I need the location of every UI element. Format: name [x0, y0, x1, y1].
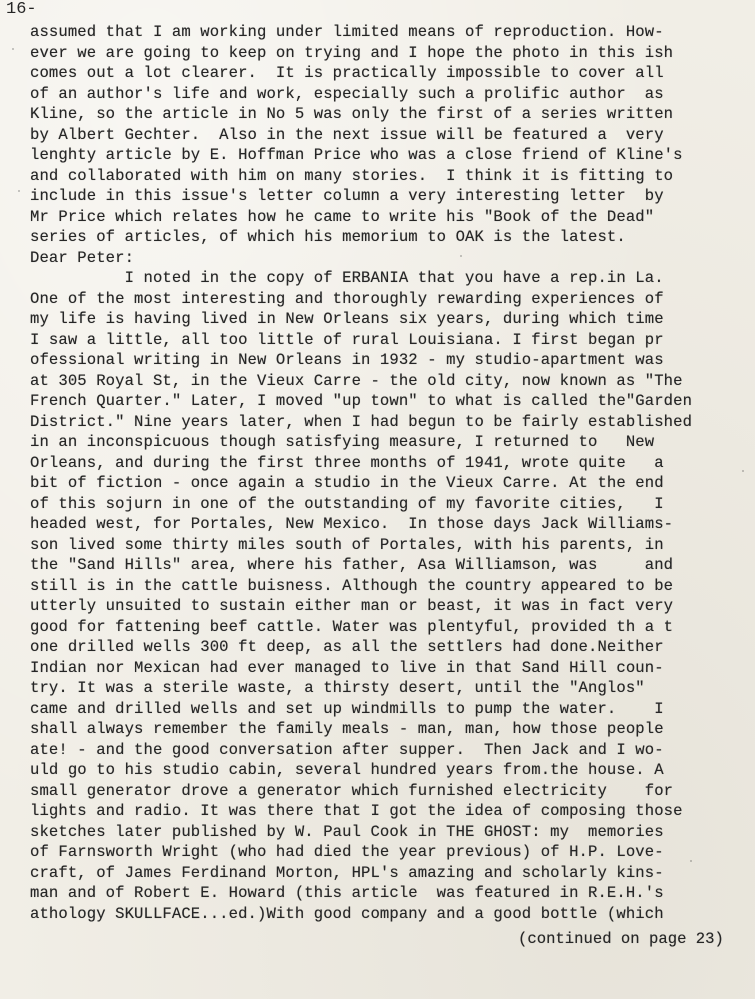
text-line: and collaborated with him on many stories. I think it is fitting to [30, 166, 674, 185]
text-line: Orleans, and during the first three months of 1941, wrote quite a [30, 453, 664, 472]
text-line: comes out a lot clearer. It is practically impossible to cover all [30, 64, 664, 82]
text-line: bit of fiction - once again a studio in the Vieux Carre. At the end [30, 474, 664, 492]
text-line: assumed that I am working under limited means of reproduction. How- [30, 23, 664, 41]
text-line: One of the most interesting and thoroughly rewarding experiences of [30, 289, 664, 308]
text-line: District." Nine years later, when I had begun to be fairly established [30, 412, 693, 431]
text-line: of an author's life and work, especially such a prolific author as [30, 84, 664, 103]
text-line: sketches later published by W. Paul Cook in THE GHOST: my memories [30, 822, 664, 841]
text-line: headed west, for Portales, New Mexico. In those days Jack Williams- [30, 515, 674, 533]
text-line: lenghty article by E. Hoffman Price who was a close friend of Kline's [30, 146, 683, 164]
text-line: ate! - and the good conversation after supper. Then Jack and I wo- [30, 740, 664, 759]
paper-speck [690, 860, 692, 862]
text-line: athology SKULLFACE...ed.)With good company and a good bottle (which [30, 904, 664, 923]
text-line: French Quarter." Later, I moved "up town" to what is called the"Garden [30, 392, 693, 410]
text-line: of Farnsworth Wright (who had died the year previous) of H.P. Love- [30, 843, 664, 861]
text-line: good for fattening beef cattle. Water was plentyful, provided th a t [30, 617, 674, 636]
text-line: craft, of James Ferdinand Morton, HPL's amazing and scholarly kins- [30, 863, 664, 882]
page-number: 16- [6, 0, 37, 19]
text-line: shall always remember the family meals - man, man, how those people [30, 720, 664, 738]
continued-note: (continued on page 23) [518, 930, 724, 948]
paper-speck [12, 48, 14, 50]
paper-speck [460, 255, 462, 257]
text-line: lights and radio. It was there that I got the idea of composing those [30, 802, 683, 820]
text-line: ever we are going to keep on trying and I hope the photo in this ish [30, 43, 674, 62]
text-line: man and of Robert E. Howard (this article was featured in R.E.H.'s [30, 884, 664, 902]
text-line: I saw a little, all too little of rural Louisiana. I first began pr [30, 330, 664, 349]
text-line: in an inconspicuous though satisfying measure, I returned to New [30, 433, 655, 451]
text-line: one drilled wells 300 ft deep, as all the settlers had done.Neither [30, 638, 664, 656]
text-line: came and drilled wells and set up windmills to pump the water. I [30, 699, 664, 718]
text-line: try. It was a sterile waste, a thirsty desert, until the "Anglos" [30, 679, 645, 697]
text-line: Kline, so the article in No 5 was only the first of a series written [30, 105, 674, 123]
salutation: Dear Peter: [30, 248, 135, 267]
text-line: by Albert Gechter. Also in the next issue will be featured a very [30, 125, 664, 144]
text-line: utterly unsuited to sustain either man or beast, it was in fact very [30, 597, 674, 615]
paper-speck [240, 620, 242, 622]
text-line: small generator drove a generator which furnished electricity for [30, 781, 674, 800]
text-line: the "Sand Hills" area, where his father, Asa Williamson, was and [30, 556, 674, 574]
text-line: at 305 Royal St, in the Vieux Carre - the old city, now known as "The [30, 371, 683, 390]
text-line: Mr Price which relates how he came to write his "Book of the Dead" [30, 207, 655, 226]
text-line: still is in the cattle buisness. Although the country appeared to be [30, 576, 674, 595]
text-line: series of articles, of which his memorium to OAK is the latest. [30, 228, 626, 246]
text-line: I noted in the copy of ERBANIA that you have a rep.in La. [30, 269, 664, 287]
paper-speck [742, 470, 744, 472]
text-line: of this sojurn in one of the outstanding of my favorite cities, I [30, 494, 664, 513]
text-line: uld go to his studio cabin, several hundred years from.the house. A [30, 761, 664, 779]
text-line: include in this issue's letter column a very interesting letter by [30, 187, 664, 205]
text-line: son lived some thirty miles south of Portales, with his parents, in [30, 535, 664, 554]
text-line: my life is having lived in New Orleans six years, during which time [30, 310, 664, 328]
text-line: Indian nor Mexican had ever managed to live in that Sand Hill coun- [30, 658, 664, 677]
body-text [30, 22, 750, 924]
text-line: ofessional writing in New Orleans in 1932 - my studio-apartment was [30, 351, 664, 369]
paper-speck [18, 190, 20, 192]
